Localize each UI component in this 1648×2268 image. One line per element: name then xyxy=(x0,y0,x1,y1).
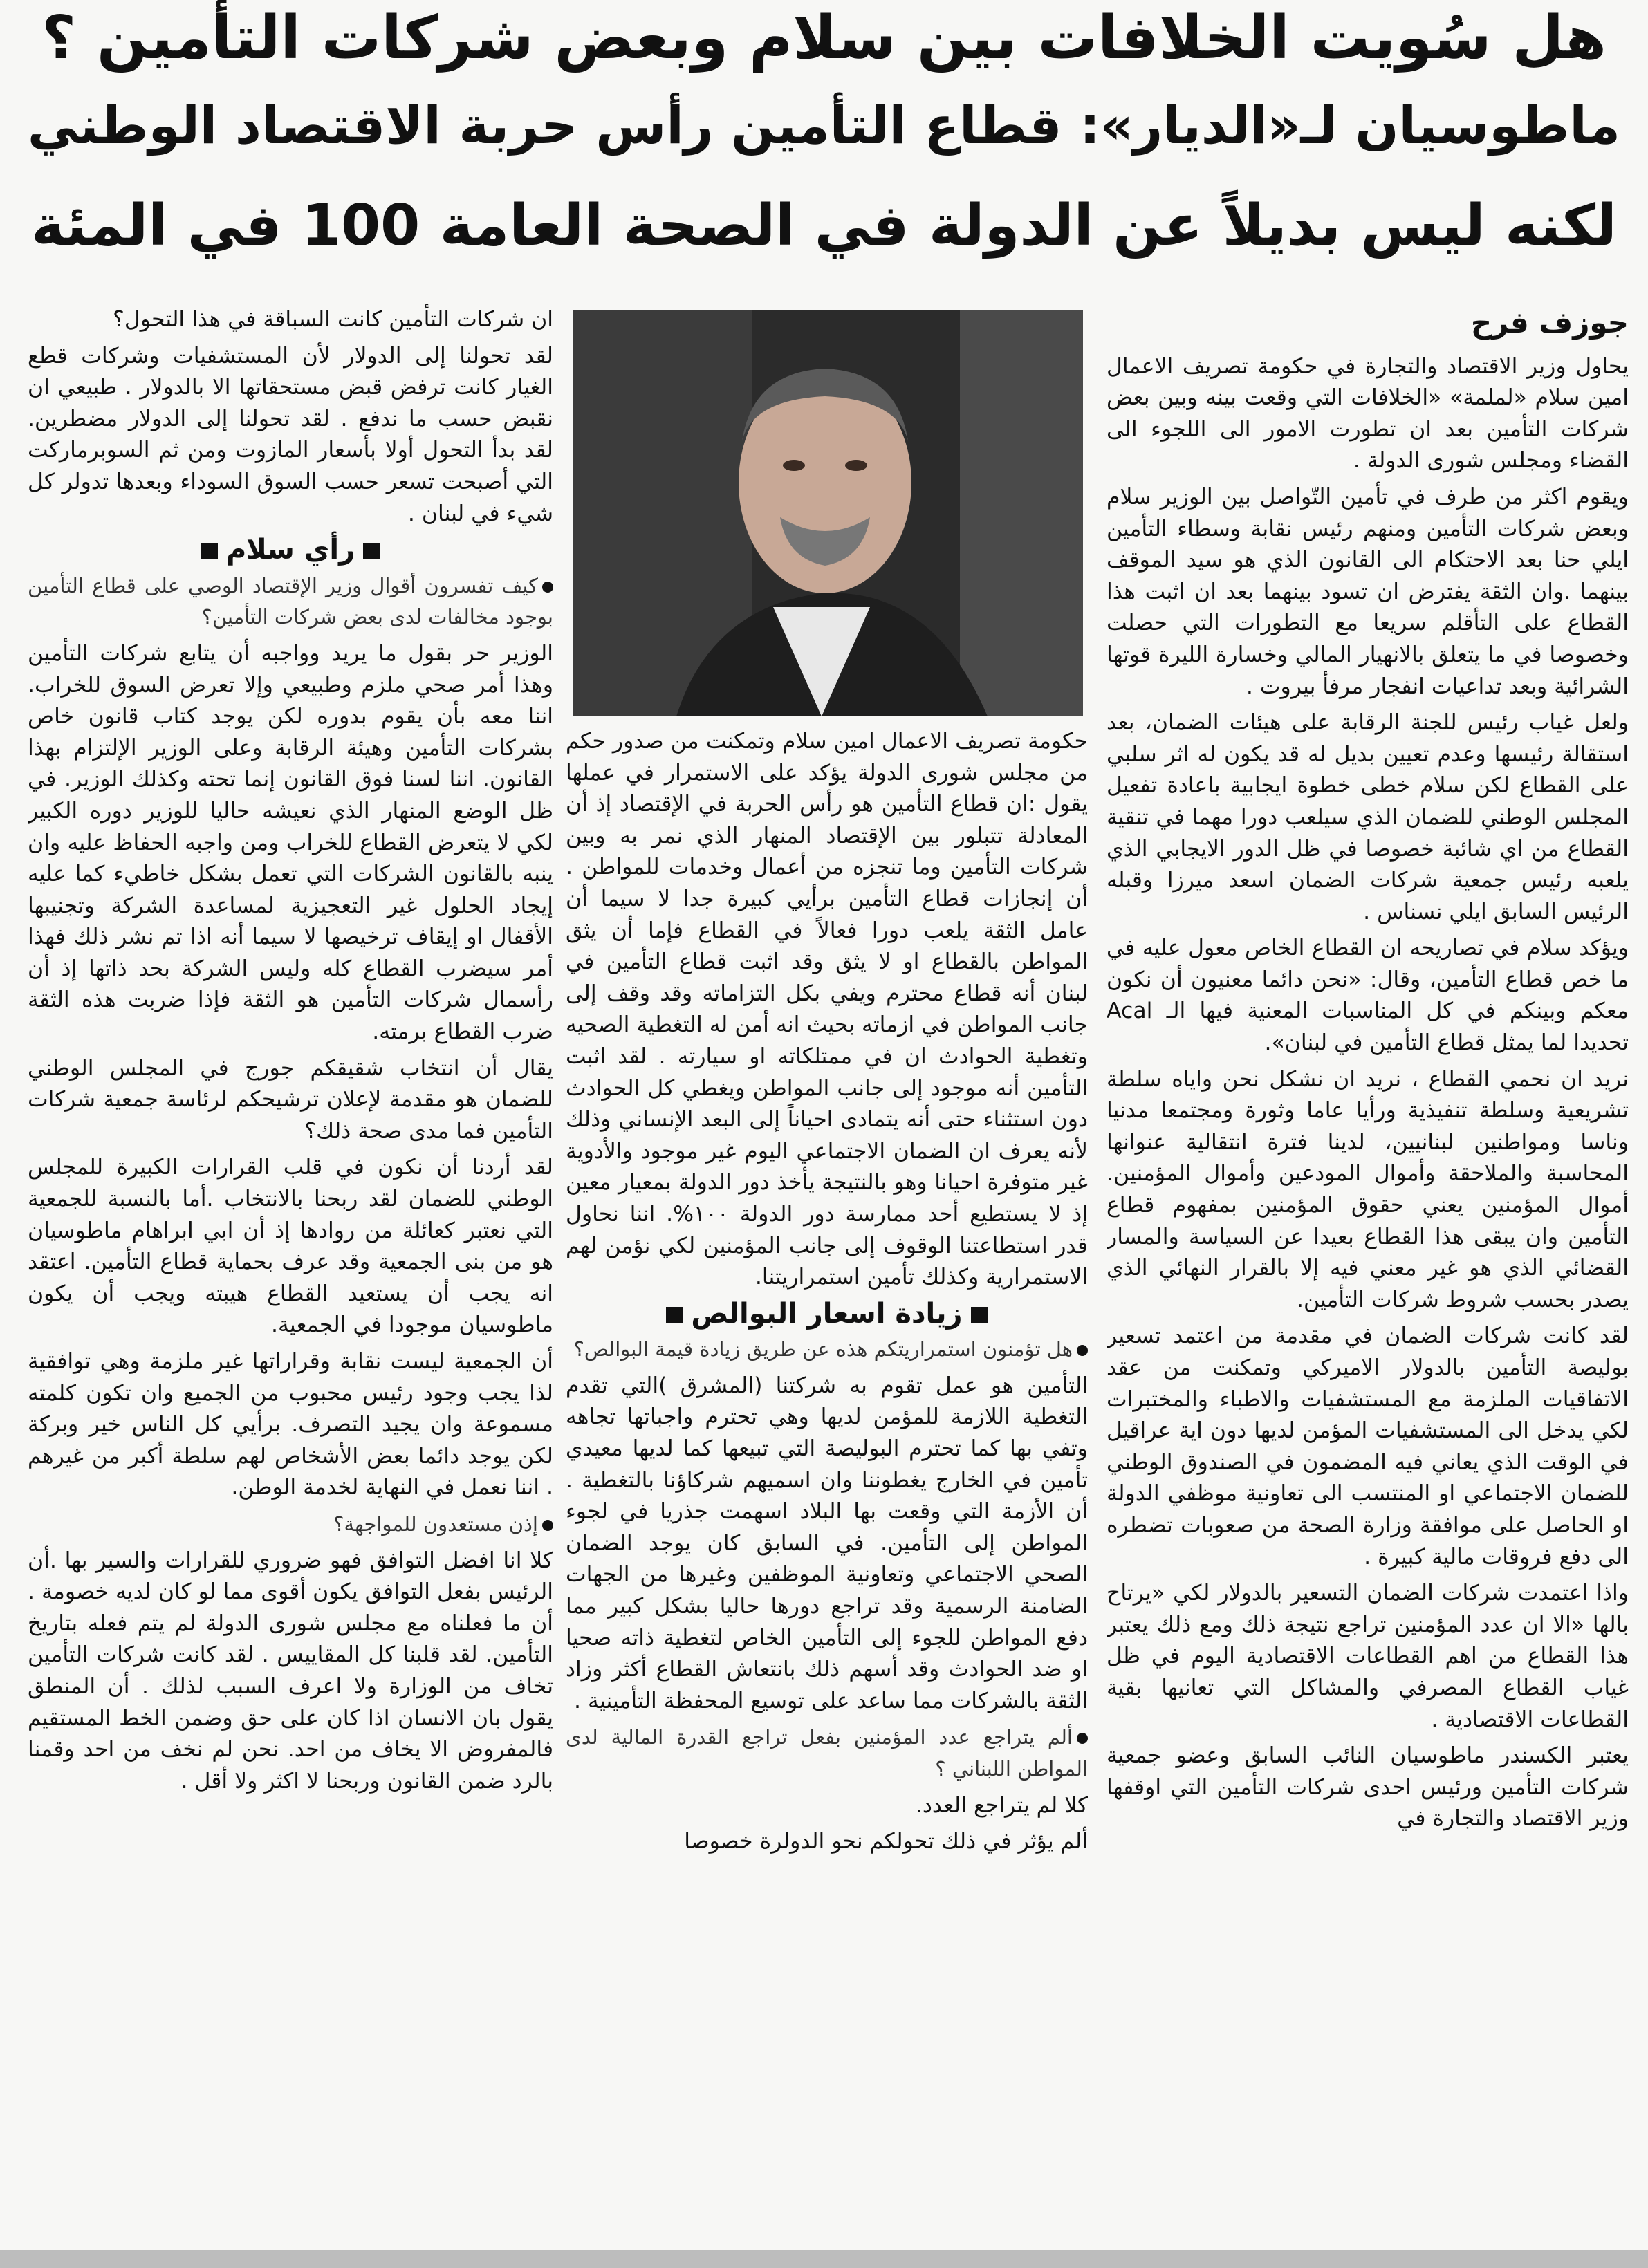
paragraph: كلا لم يتراجع العدد. xyxy=(915,1792,1088,1818)
question-text: ألم يتراجع عدد المؤمنين بفعل تراجع القدرة المالية لدى المواطن اللبناني ؟ xyxy=(566,1725,1088,1781)
square-bullet-icon xyxy=(201,543,218,559)
article-column-right xyxy=(1107,304,1629,2240)
paragraph: يحاول وزير الاقتصاد والتجارة في حكومة تصريف الاعمال امين سلام «لملمة» «الخلافات التي وقعت بينه وبين بعض شركات التأمين بعد ان تطورت الامور الى اللجوء الى القضاء ومجلس شورى الدولة . xyxy=(1107,353,1629,474)
paragraph: لقد أردنا أن نكون في قلب القرارات الكبيرة للمجلس الوطني للضمان لقد ربحنا بالانتخاب .أما بالنسبة للجمعية التي نعتبر كعائلة من روادها إذ أن ابي ابراهام ماطوسيان هو من بنى الجمعية وقد عرف بحماية قطاع التأمين. اعتقد انه يجب أن يستعيد القطاع هيبته ويجب أن يكون ماطوسيان موجودا في الجمعية. xyxy=(28,1155,553,1338)
paragraph: أن الجمعية ليست نقابة وقراراتها غير ملزمة وهي توافقية لذا يجب وجود رئيس محبوب من الجميع وان تكون كلمته مسموعة وان يجيد التصرف. برأيي كل الناس خير وبركة لكن يوجد دائما بعض الأشخاص لهم سلطة أكبر من غيرهم . اننا نعمل في النهاية لخدمة الوطن. xyxy=(28,1349,553,1500)
question-text: هل تؤمنون استمراريتكم هذه عن طريق زيادة قيمة البوالص؟ xyxy=(573,1337,1073,1361)
subhead-label: رأي سلام xyxy=(225,534,355,566)
dot-bullet-icon xyxy=(542,1520,553,1531)
question-text: كيف تفسرون أقوال وزير الإقتصاد الوصي على قطاع التأمين بوجود مخالفات لدى بعض شركات التأمين؟ xyxy=(28,573,553,629)
subhead-label: زيادة اسعار البوالص xyxy=(691,1297,963,1330)
paragraph: لقد كانت شركات الضمان في مقدمة من اعتمد تسعير بوليصة التأمين بالدولار الاميركي وتمكنت من عقد الاتفاقيات الملزمة مع المستشفيات والاطباء والمختبرات لكي يدخل الى المستشفيات المؤمن لديها دون اية عراقيل في الوقت الذي يعاني فيه المضمون في الصندوق الوطني للضمان الاجتماعي او المنتسب الى تعاونية موظفي الدولة او الحاصل على موافقة وزارة الصحة من صعوبات تضطره الى دفع فروقات مالية كبيرة . xyxy=(1107,1323,1629,1570)
dot-bullet-icon xyxy=(542,582,553,593)
interview-question xyxy=(566,1334,1088,1366)
paragraph: نريد ان نحمي القطاع ، نريد ان نشكل نحن واياه سلطة تشريعية وسلطة تنفيذية ورأيا عاما وثورة ومجتمعا مدنيا وناسا ومواطنين لبنانيين، لدينا فترة انتقالية عنوانها المحاسبة والملاحقة وأموال المودعين وأموال المؤمنين. أموال المؤمنين يعني حقوق المؤمنين بمفهوم قطاع التأمين وان يبقى هذا القطاع بعيدا عن السياسة والمسار القضائي الذي هو غير معني فيه إلا بالقرار النهائي الذي يصدر بحسب شروط شركات التأمين. xyxy=(1107,1066,1629,1312)
subhead-premiums xyxy=(566,1299,1088,1330)
paragraph: واذا اعتمدت شركات الضمان التسعير بالدولار لكي «يرتاح بالها «الا ان عدد المؤمنين تراجع نتيجة ذلك ومع ذلك يعتبر هذا القطاع من اهم القطاعات الاقتصادية اليوم في ظل غياب القطاع المصرفي والمشاكل التي تعانيها بقية القطاعات الاقتصادية . xyxy=(1107,1581,1629,1732)
interview-question xyxy=(28,1509,553,1541)
subhead-salam-opinion xyxy=(28,535,553,566)
headline-line-1: هل سُويت الخلافات بين سلام وبعض شركات التأمين ؟ xyxy=(41,3,1607,73)
portrait-illustration xyxy=(573,310,1083,716)
paragraph: يعتبر الكسندر ماطوسيان النائب السابق وعضو جمعية شركات التأمين ورئيس احدى شركات التأمين التي اوقفها وزير الاقتصاد والتجارة في xyxy=(1107,1743,1629,1832)
question-text: إذن مستعدون للمواجهة؟ xyxy=(333,1512,538,1536)
paragraph: ويؤكد سلام في تصاريحه ان القطاع الخاص معول عليه في ما خص قطاع التأمين، وقال: «نحن دائما معنيون أن نكون معكم وبينكم في كل المناسبات المعنية فيها الـ Acal تحديدا لما يمثل قطاع التأمين في لبنان». xyxy=(1107,936,1629,1056)
byline: جوزف فرح xyxy=(1470,306,1629,340)
headline-line-2: ماطوسيان لـ«الديار»: قطاع التأمين رأس حربة الاقتصاد الوطني xyxy=(27,96,1620,156)
article-column-middle xyxy=(566,726,1088,2240)
dot-bullet-icon xyxy=(1077,1733,1088,1744)
paragraph: الوزير حر بقول ما يريد وواجبه أن يتابع شركات التأمين وهذا أمر صحي ملزم وطبيعي وإلا تعرض السوق للخراب. اننا معه بأن يقوم بدوره لكن يوجد كتاب قانون خاص بشركات التأمين وهيئة الرقابة وعلى الوزير الإلتزام بهذا القانون. اننا لسنا فوق القانون إنما تحته وكذلك الوزير. في ظل الوضع المنهار الذي نعيشه حاليا للوزير دوره الكبير لكي لا يتعرض القطاع للخراب ومن واجبه الحفاظ عليه وان ينبه بالقانون الشركات التي تعمل بشكل خاطيء كما عليه إيجاد الحلول غير التعجيزية لمساعدة الشركة وتجنيبها الأقفال او إيقاف ترخيصها لا سيما أنه اذا تم نشر ذلك فهذا أمر سيضرب القطاع كله وليس الشركة بحد ذاتها إذ أن رأسمال شركات التأمين هو الثقة فإذا ضربت هذه الثقة ضرب القطاع برمته. xyxy=(28,640,553,1045)
paragraph: ويقوم اكثر من طرف في تأمين التّواصل بين الوزير سلام وبعض شركات التأمين ومنهم رئيس نقابة وسطاء التأمين ايلي حنا بعد الاحتكام الى القانون الذي هو سيد الموقف بينهما .وان الثقة يفترض ان تسود بينهما بعد ان اثبت هذا القطاع على التأقلم سريعا مع التطورات التي حصلت وخصوصا في ما يتعلق بالانهيار المالي وخسارة الليرة قوتها الشرائية وبعد تداعيات انفجار مرفأ بيروت . xyxy=(1107,484,1629,699)
dot-bullet-icon xyxy=(1077,1345,1088,1356)
square-bullet-icon xyxy=(666,1307,683,1323)
interview-question xyxy=(28,570,553,633)
paragraph: ان شركات التأمين كانت السباقة في هذا التحول؟ xyxy=(113,307,553,332)
headline-line-3: لكنه ليس بديلاً عن الدولة في الصحة العامة 100 في المئة xyxy=(31,193,1617,259)
footer-bar xyxy=(0,2250,1648,2268)
interview-question xyxy=(566,1722,1088,1785)
paragraph: يقال أن انتخاب شقيقكم جورج في المجلس الوطني للضمان هو مقدمة لإعلان ترشيحكم لرئاسة جمعية شركات التأمين فما مدى صحة ذلك؟ xyxy=(28,1055,553,1144)
paragraph: كلا انا افضل التوافق فهو ضروري للقرارات والسير بها .أن الرئيس بفعل التوافق يكون أقوى مما لو كان لديه خصومة . أن ما فعلناه مع مجلس شورى الدولة لم يتم فعله بتاريخ التأمين. لقد قلبنا كل المقاييس . لقد كانت شركات التأمين تخاف من الوزارة ولا اعرف السبب لذلك . أن المنطق يقول بان الانسان اذا كان على حق وضمن الخط المستقيم فالمفروض الا يخاف من احد. نحن لم نخف من احد وقمنا بالرد ضمن القانون وربحنا لا اكثر ولا أقل . xyxy=(28,1547,553,1794)
article-column-left xyxy=(28,304,553,2240)
square-bullet-icon xyxy=(363,543,380,559)
interviewee-photo xyxy=(573,310,1083,716)
paragraph: ألم يؤثر في ذلك تحولكم نحو الدولرة خصوصا xyxy=(684,1829,1088,1855)
paragraph: ولعل غياب رئيس للجنة الرقابة على هيئات الضمان، بعد استقالة رئيسها وعدم تعيين بديل له قد يكون له اثر سلبي على القطاع لكن سلام خطى خطوة ايجابية باعادة تفعيل المجلس الوطني للضمان الذي سيلعب دورا مهما في تنقية القطاع من اي شائبة خصوصا في ظل الدور الايجابي الذي يلعبه رئيس جمعية شركات الضمان اسعد ميرزا وقبله الرئيس السابق ايلي نسناس . xyxy=(1107,710,1629,924)
paragraph: لقد تحولنا إلى الدولار لأن المستشفيات وشركات قطع الغيار كانت ترفض قبض مستحقاتها الا بالدولار . طبيعي ان نقبض حسب ما ندفع . لقد تحولنا إلى الدولار مضطرين. لقد بدأ التحول أولا بأسعار المازوت ومن ثم السوبرماركت التي أصبحت تسعر حسب السوق السوداء وبعدها تدولر كل شيء في لبنان . xyxy=(28,343,553,526)
paragraph: حكومة تصريف الاعمال امين سلام وتمكنت من صدور حكم من مجلس شورى الدولة يؤكد على الاستمرار في عملها يقول :ان قطاع التأمين هو رأس الحربة في الإقتصاد إذ أن المعادلة تتبلور بين الإقتصاد المنهار الذي نمر به وبين شركات التأمين وما تنجزه من أعمال وخدمات للمواطن . أن إنجازات قطاع التأمين برأيي كبيرة جدا لا سيما أن عامل الثقة يلعب دورا فعالاً في القطاع فإما أن يثق المواطن بالقطاع او لا يثق وقد اثبت قطاع التأمين في لبنان أنه قطاع محترم ويفي بكل التزاماته وقد وقف إلى جانب المواطن في ازماته بحيث انه أمن له التغطية الصحيه وتغطية الحوادث ان في ممتلكاته او سيارته . لقد اثبت التأمين أنه موجود إلى جانب المواطن ويغطي كل الحوادث دون استثناء حتى أنه يتمادى احياناً إلى البعد الإنساني وذلك لأنه يعرف ان الضمان الاجتماعي اليوم غير موجود والأدوية غير متوفرة احيانا وهو بالنتيجة يأخذ دور الدولة بمعيار معين إذ لا يستطيع أحد ممارسة دور الدولة ١٠٠%. اننا نحاول قدر استطاعتنا الوقوف إلى جانب المؤمنين لكي نؤمن لهم الاستمرارية وكذلك تأمين استمراريتنا. xyxy=(566,729,1088,1290)
square-bullet-icon xyxy=(971,1307,988,1323)
paragraph: التأمين هو عمل تقوم به شركتنا (المشرق )التي تقدم التغطية اللازمة للمؤمن لديها وهي تحترم واجباتها تجاهه وتفي بها كما تحترم البوليصة التي تبيعها كما لديها معيدي تأمين في الخارج يغطوننا وان اسميهم شركاؤنا بالتغطية . أن الأزمة التي وقعت بها البلاد اسهمت جذريا في لجوء المواطن إلى التأمين. في السابق كان يوجد الضمان الصحي الاجتماعي وتعاونية الموظفين وغيرها من الجهات الضامنة الرسمية وقد تراجع دورها حاليا بشكل كبير مما دفع المواطن للجوء إلى التأمين الخاص لتغطية ذاته صحيا او ضد الحوادث وقد أسهم ذلك بانتعاش القطاع أكثر وزاد الثقة بالشركات مما ساعد على توسيع المحفظة التأمينية . xyxy=(566,1373,1088,1713)
